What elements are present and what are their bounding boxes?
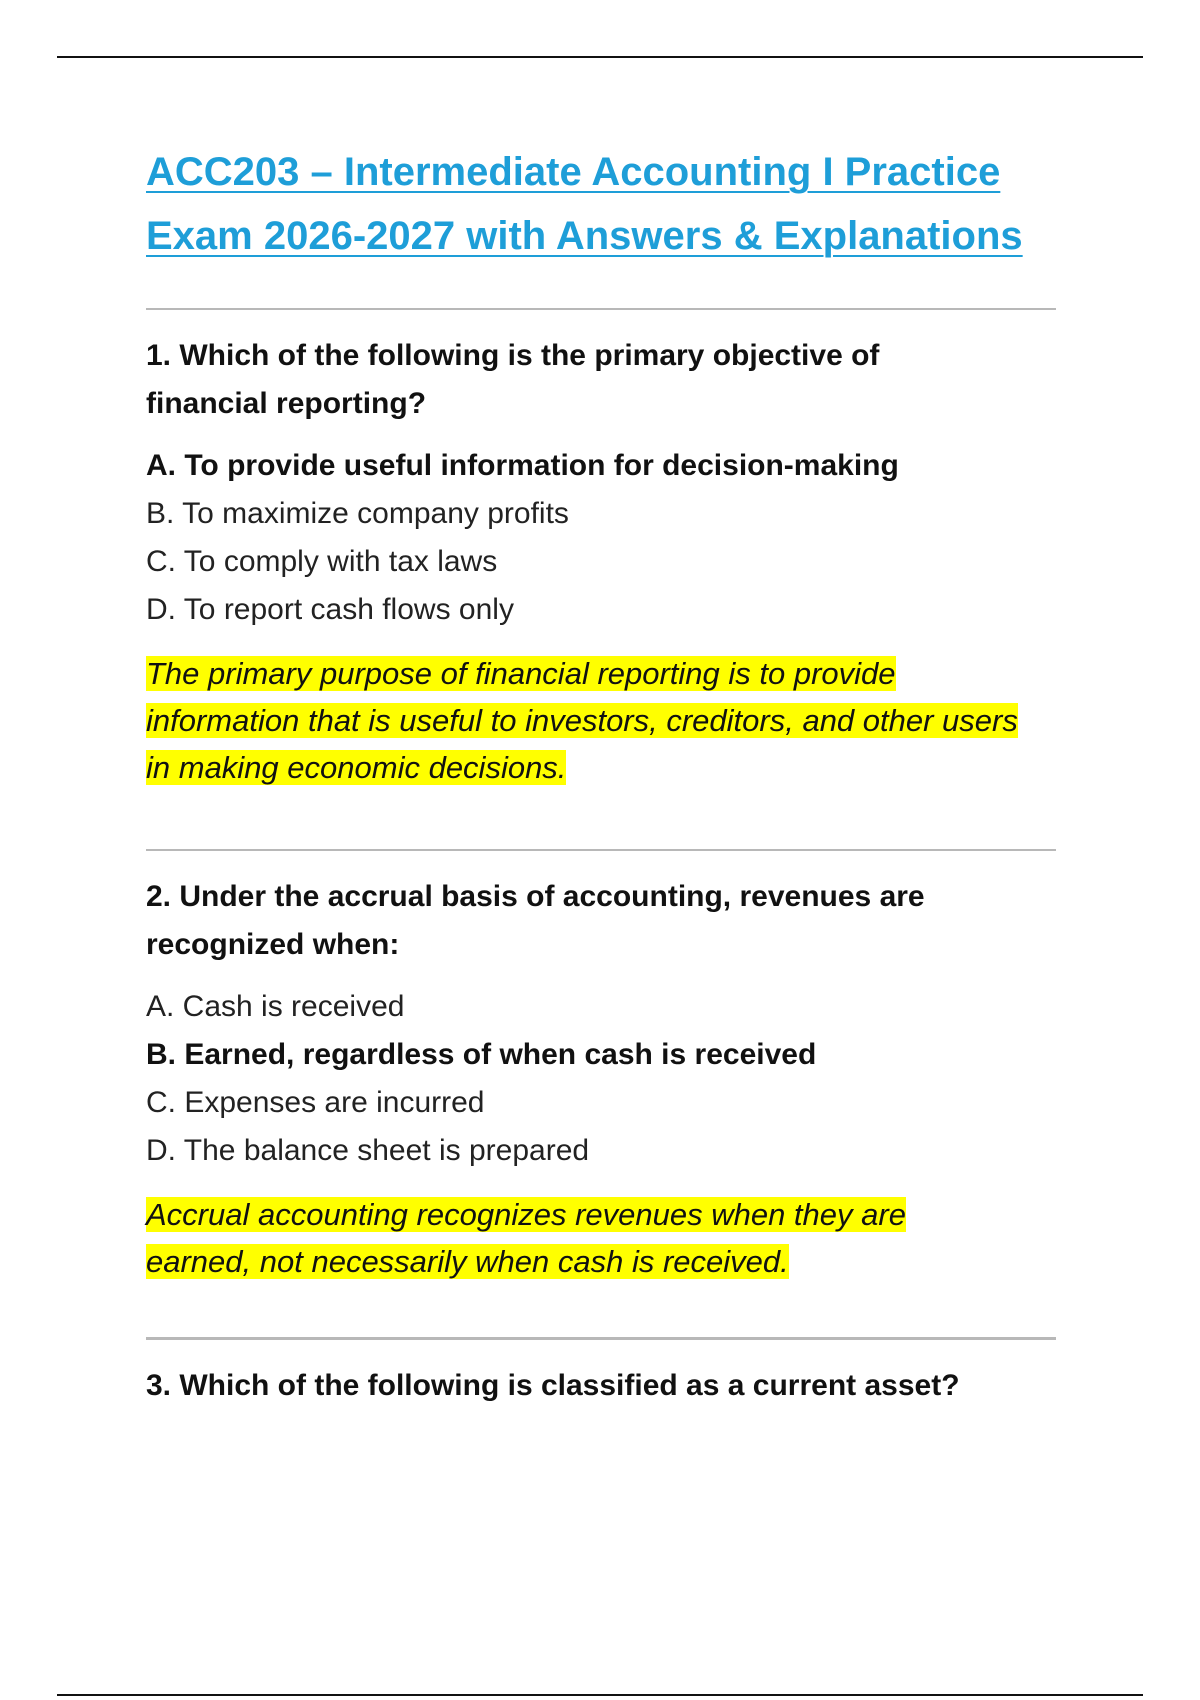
answer-options bbox=[146, 442, 1056, 634]
question-text: 2. Under the accrual basis of accounting, revenues are recognized when: bbox=[146, 880, 925, 961]
highlighted-explanation-text: Accrual accounting recognizes revenues when they are earned, not necessarily when cash is received. bbox=[146, 1197, 906, 1279]
page-bottom-rule bbox=[57, 1694, 1143, 1696]
question-1 bbox=[146, 310, 1056, 791]
option-a: A. Cash is received bbox=[146, 990, 405, 1023]
option-c: C. To comply with tax laws bbox=[146, 545, 498, 578]
document-title[interactable]: ACC203 – Intermediate Accounting I Practice Exam 2026-2027 with Answers & Explanations bbox=[146, 150, 1023, 258]
option-a-correct: A. To provide useful information for decision-making bbox=[146, 449, 899, 482]
answer-options bbox=[146, 983, 1056, 1175]
option-b: B. To maximize company profits bbox=[146, 497, 569, 530]
question-3 bbox=[146, 1340, 1056, 1410]
option-d: D. The balance sheet is prepared bbox=[146, 1134, 590, 1167]
option-c: C. Expenses are incurred bbox=[146, 1086, 485, 1119]
document-body bbox=[146, 140, 1056, 1410]
option-d: D. To report cash flows only bbox=[146, 593, 514, 626]
option-b-correct: B. Earned, regardless of when cash is received bbox=[146, 1038, 817, 1071]
answer-explanation bbox=[146, 1191, 976, 1285]
question-2 bbox=[146, 851, 1056, 1285]
question-text: 1. Which of the following is the primary objective of financial reporting? bbox=[146, 339, 880, 420]
question-text: 3. Which of the following is classified as a current asset? bbox=[146, 1369, 960, 1402]
highlighted-explanation-text: The primary purpose of financial reporting is to provide information that is useful to investors, creditors, and other users in making economic decisions. bbox=[146, 656, 1018, 785]
page-top-rule bbox=[57, 56, 1143, 58]
answer-explanation bbox=[146, 650, 1026, 791]
